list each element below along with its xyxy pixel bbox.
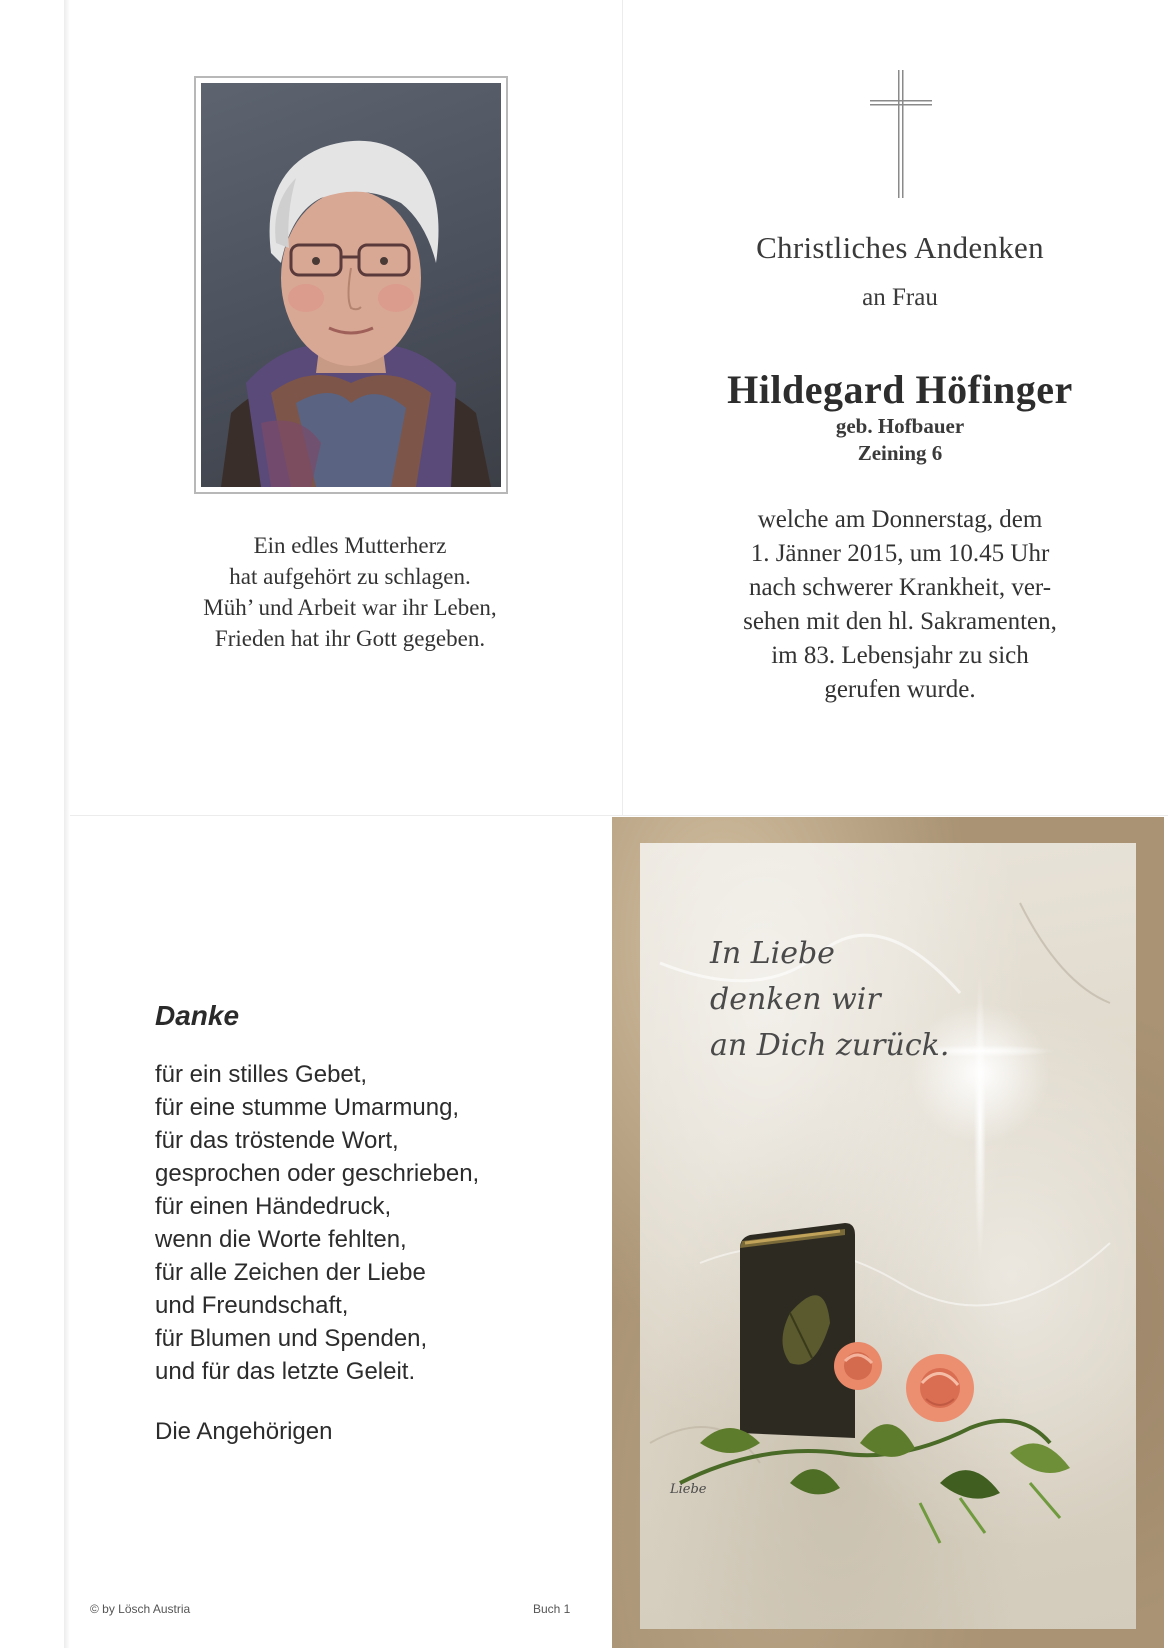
thanks-line: für das tröstende Wort, <box>155 1127 399 1154</box>
thanks-signoff: Die Angehörigen <box>155 1418 333 1445</box>
vertical-fold-line <box>622 0 623 815</box>
remembrance-line: In Liebe <box>710 936 835 971</box>
thanks-line: gesprochen oder geschrieben, <box>155 1160 480 1187</box>
book-icon <box>740 1223 855 1438</box>
thanks-line: und für das letzte Geleit. <box>155 1358 416 1385</box>
notice-line: sehen mit den hl. Sakramenten, <box>743 608 1057 635</box>
notice-salutation: an Frau <box>862 284 938 311</box>
address: Zeining 6 <box>857 441 943 465</box>
copyright-note: © by Lösch Austria <box>90 1602 191 1616</box>
thanks-line: für einen Händedruck, <box>155 1193 392 1220</box>
remembrance-text <box>710 931 949 1069</box>
picture-card <box>612 817 1164 1648</box>
notice-line: im 83. Lebensjahr zu sich <box>771 642 1029 669</box>
notice-text <box>640 503 1160 707</box>
portrait-illustration <box>201 83 501 487</box>
glow-cross-vertical <box>974 973 986 1263</box>
book-number: Buch 1 <box>533 1602 571 1616</box>
thanks-text <box>155 1058 479 1388</box>
remembrance-line: an Dich zurück. <box>710 1028 950 1063</box>
artist-signature: Liebe <box>670 1482 707 1497</box>
portrait-frame <box>194 76 508 494</box>
roses-icon <box>680 1342 1070 1543</box>
notice-line: nach schwerer Krankheit, ver- <box>748 574 1052 601</box>
maiden-name: geb. Hofbauer <box>835 414 965 438</box>
thanks-line: für alle Zeichen der Liebe <box>155 1259 426 1286</box>
notice-line: gerufen wurde. <box>824 676 976 703</box>
thanks-line: und Freundschaft, <box>155 1292 349 1319</box>
thanks-line: für ein stilles Gebet, <box>155 1061 368 1088</box>
verse-line: Frieden hat ihr Gott gegeben. <box>214 626 486 651</box>
memorial-verse <box>150 530 550 654</box>
thanks-title: Danke <box>155 1000 240 1031</box>
thanks-line: für eine stumme Umarmung, <box>155 1094 460 1121</box>
remembrance-line: denken wir <box>710 982 881 1017</box>
verse-line: hat aufgehört zu schlagen. <box>229 564 471 589</box>
thanks-line: für Blumen und Spenden, <box>155 1325 428 1352</box>
cross-icon <box>870 70 932 198</box>
horizontal-fold-line <box>70 815 1168 816</box>
notice-line: 1. Jänner 2015, um 10.45 Uhr <box>750 540 1050 567</box>
verse-line: Ein edles Mutterherz <box>253 533 447 558</box>
portrait-photo <box>201 83 501 487</box>
notice-heading: Christliches Andenken <box>756 230 1044 265</box>
notice-line: welche am Donnerstag, dem <box>757 506 1043 533</box>
marble-panel <box>640 843 1136 1629</box>
thanks-line: wenn die Worte fehlten, <box>155 1226 407 1253</box>
deceased-name: Hildegard Höfinger <box>727 367 1073 412</box>
verse-line: Müh’ und Arbeit war ihr Leben, <box>203 595 497 620</box>
